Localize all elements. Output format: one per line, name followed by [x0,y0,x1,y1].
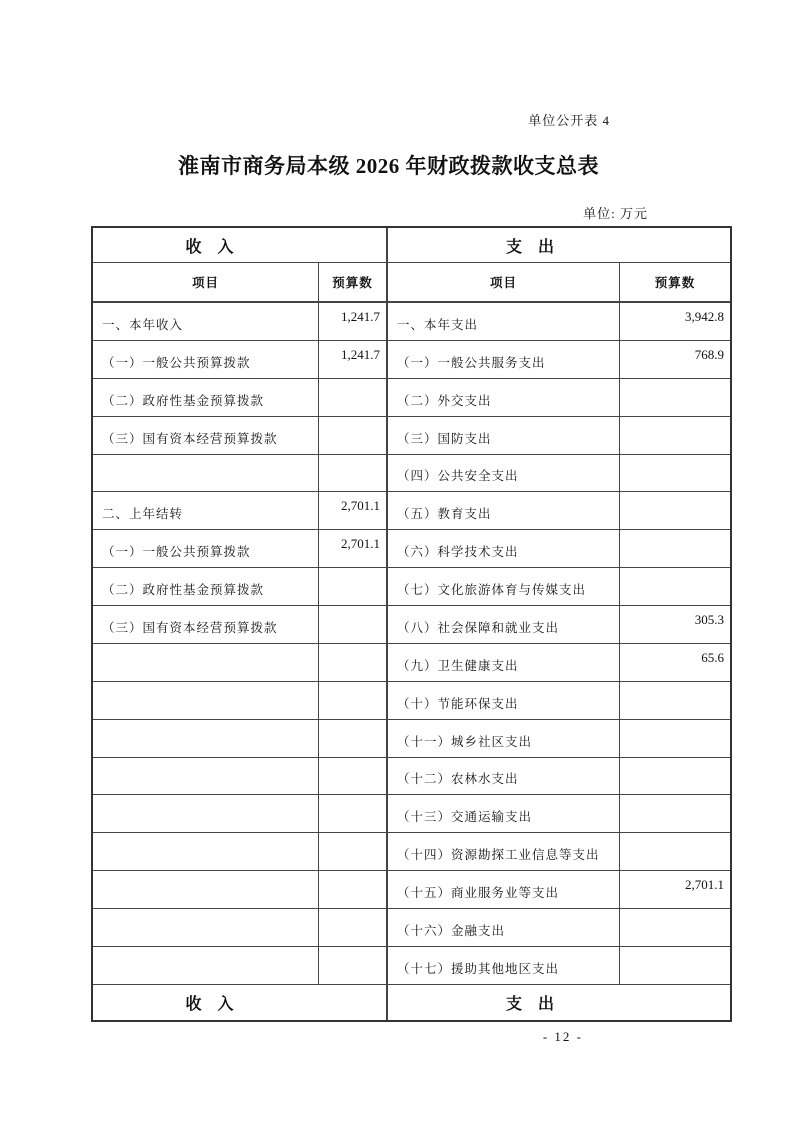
income-item [93,795,319,833]
income-item [93,720,319,758]
income-section-header: 收 入 [93,228,388,263]
income-value [319,644,388,682]
income-value [319,606,388,644]
expenditure-value [620,758,730,796]
income-value: 2,701.1 [319,530,388,568]
income-value [319,720,388,758]
income-value [319,455,388,493]
expenditure-value: 2,701.1 [620,871,730,909]
expenditure-value: 65.6 [620,644,730,682]
expenditure-value [620,720,730,758]
expenditure-value [620,909,730,947]
expenditure-item: （十二）农林水支出 [388,758,620,796]
unit-note: 单位: 万元 [583,206,648,221]
income-value [319,682,388,720]
expenditure-value [620,455,730,493]
income-value: 1,241.7 [319,303,388,341]
income-value [319,947,388,985]
page-number: - 12 - [542,1029,583,1044]
income-item: 一、本年收入 [93,303,319,341]
expenditure-value [620,568,730,606]
income-item [93,833,319,871]
income-item: （三）国有资本经营预算拨款 [93,606,319,644]
expenditure-value [620,492,730,530]
expenditure-value [620,682,730,720]
expenditure-item: （十）节能环保支出 [388,682,620,720]
income-item-column-header: 项目 [93,263,319,303]
income-item [93,909,319,947]
expenditure-item: （二）外交支出 [388,379,620,417]
income-section-footer: 收 入 [93,985,388,1020]
income-item [93,455,319,493]
expenditure-item: （六）科学技术支出 [388,530,620,568]
income-value [319,379,388,417]
expenditure-item: （十一）城乡社区支出 [388,720,620,758]
expenditure-section-footer: 支 出 [505,995,554,1013]
income-value [319,417,388,455]
income-item: （二）政府性基金预算拨款 [93,568,319,606]
expenditure-item: 一、本年支出 [388,303,620,341]
income-value [319,758,388,796]
income-value [319,909,388,947]
expenditure-value [620,947,730,985]
income-item: 二、上年结转 [93,492,319,530]
income-item [93,871,319,909]
income-value [319,568,388,606]
expenditure-value: 305.3 [620,606,730,644]
expenditure-value [620,417,730,455]
income-value: 1,241.7 [319,341,388,379]
income-item [93,682,319,720]
income-item [93,758,319,796]
expenditure-item: （七）文化旅游体育与传媒支出 [388,568,620,606]
income-item [93,644,319,682]
income-item: （一）一般公共预算拨款 [93,530,319,568]
expenditure-item: （十三）交通运输支出 [388,795,620,833]
income-value: 2,701.1 [319,492,388,530]
income-item [93,947,319,985]
expenditure-item: （五）教育支出 [388,492,620,530]
expenditure-value [620,795,730,833]
expenditure-item: （十七）援助其他地区支出 [388,947,620,985]
expenditure-value: 3,942.8 [620,303,730,341]
income-value [319,833,388,871]
expenditure-item: （十四）资源勘探工业信息等支出 [388,833,620,871]
expenditure-item-column-header: 项目 [388,263,620,303]
expenditure-item: （九）卫生健康支出 [388,644,620,682]
expenditure-value [620,833,730,871]
expenditure-item: （十五）商业服务业等支出 [388,871,620,909]
income-item: （三）国有资本经营预算拨款 [93,417,319,455]
expenditure-item: （四）公共安全支出 [388,455,620,493]
expenditure-item: （十六）金融支出 [388,909,620,947]
expenditure-value [620,379,730,417]
expenditure-value: 768.9 [620,341,730,379]
doc-public-table-label: 单位公开表 4 [528,113,610,128]
expenditure-item: （三）国防支出 [388,417,620,455]
expenditure-item: （八）社会保障和就业支出 [388,606,620,644]
income-budget-column-header: 预算数 [319,263,388,303]
expenditure-section-header: 支 出 [388,228,730,263]
expenditure-item: （一）一般公共服务支出 [388,341,620,379]
income-item: （二）政府性基金预算拨款 [93,379,319,417]
income-value [319,795,388,833]
expenditure-budget-column-header: 预算数 [620,263,730,303]
income-item: （一）一般公共预算拨款 [93,341,319,379]
page-title: 淮南市商务局本级 2026 年财政拨款收支总表 [178,154,599,178]
income-value [319,871,388,909]
budget-summary-table [91,226,732,1022]
expenditure-value [620,530,730,568]
